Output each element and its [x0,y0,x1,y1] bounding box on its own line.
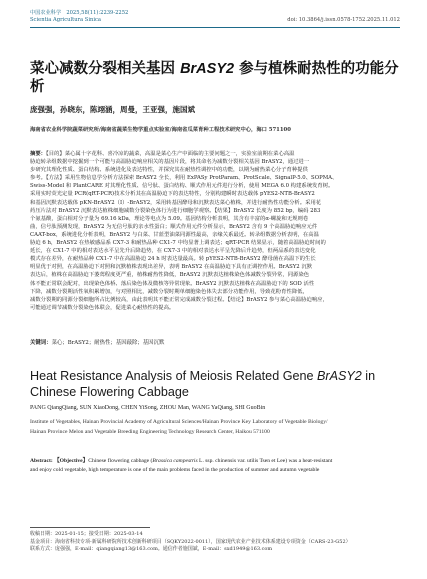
authors-en: PANG QiangQiang, SUN XiaoDong, CHEN YiSong, ZHOU Man, WANG YaQiang, SHI GuoBin [30,405,266,411]
abstract-en-line: and enjoy cold vegetable, high temperature is one of the main problems faced in the production of summer and autumn vegetable [30,467,320,474]
abstract-cn-line: 减数分裂期的同源分裂细胞所占比例较高，由此表明其不能正常完成减数分裂过程。【结论】BrASY2 参与菜心高温胁迫响应， [30,296,328,303]
abstract-cn-line: 可能通过调节减数分裂染色体联会，促进菜心耐热性的提高。 [30,304,175,311]
abstract-cn-line: 表达后，植株在高温胁迫下萎蔫程度更严重，植株耐热性降低，BrASY2 沉默表达植株染色体减数分裂异常，同源染色 [30,272,310,279]
abstract-cn-line: 采用实时荧光定量 PCR(qRT-PCR)技术分析其在高温胁迫下的表达特性，分别构建瞬时表达载体 pYES2-NTB-BrASY2 [30,191,315,198]
authors-cn: 庞强强，孙晓东，陈翊涵，周曼，王亚强，施国斌 [30,105,195,114]
funding-note: 基金项目：海南省科技专项-新属科研院所技术创新科研项目（SQKY2022-0011），国家现代农业产业技术体系建设专项资金（CARS-23-G52） [30,538,351,545]
affiliation-en-line: Hainan Province Melon and Vegetable Breeding Engineering Technology Research Center, Haikou 571100 [30,428,270,435]
abstract-cn-line: 曲，信号肽预测发现，BrASY2 为无信号肽的亲水性蛋白；顺式作用元件分析显示，BrASY2 含有 9 个高温胁迫响应元件 [30,223,318,230]
title-cn-prefix: 菜心减数分裂相关基因 [30,60,181,77]
journal-name-en: Scientia Agricultura Sinica [30,17,101,23]
abstract-cn-line: 胁迫转录组数据中挖掘到一个可能与高温胁迫响应相关的基因片段，将其命名为减数分裂相关基因 BrASY2，通过进一 [30,159,310,166]
affiliation-en-line: Institute of Vegetables, Hainan Provincial Academy of Agricultural Sciences/Hainan Province Key Laboratory of Vegetable Biology/ [30,419,328,425]
title-cn [30,60,400,96]
abstract-en-heading: Abstract: 【Objective】 [30,458,89,464]
keywords-cn [30,338,400,346]
abstract-cn-line: 步研究其理化性质、蛋白结构、系统进化及表达特性，并探究其在耐热性调控中的功能，以期为耐热菜心分子育种提供 [30,167,308,174]
abstract-en [30,457,400,475]
paper-page [30,0,400,579]
abstract-cn-line: 药压片法对 BrASY2 沉默表达植株细胞减数分裂染色体行为进行细胞学观察。【结果】BrASY2 长度为 852 bp，编码 283 [30,207,321,214]
abstract-cn-line: 参考。【方法】采用生物信息学分析方法探索 BrASY2 全长，利用 ExPASy ProtParam、ProtScale、SignalP-5.0、SOPMA、 [30,175,338,182]
abstract-en-text: Chinese flowering cabbage ( [88,458,153,464]
received-date: 收稿日期：2025-01-15；接受日期：2025-03-14 [30,531,143,537]
abstract-cn-line: 胁迫 6 h，BrASY2 在热敏感品系 CX7-3 和耐热品种 CX1-7 中均显著上调表达；qRT-PCR 结果显示，随着高温胁迫时间的 [30,240,326,247]
abstract-cn [30,150,400,312]
affiliation-cn: 海南省农业科学院蔬菜研究所/海南省蔬菜生物学重点实验室/海南省瓜菜育种工程技术研究中心，海口 571100 [30,127,291,133]
abstract-cn-line: 个氨基酸，蛋白相对分子量为 69.16 kDa，理论等电点为 5.09。基因结构分析表明，其含有丰富的α-螺旋和无规则卷 [30,215,309,222]
footer-rule [30,527,150,528]
doi-text: doi: 10.3864/j.issn.0578-1752.2025.11.012 [287,17,400,23]
keywords-cn-heading: 关键词： [30,340,52,346]
abstract-cn-line: 体不能正常联会配对，出现染色体桥、落后染色体及微核等异常现象。BrASY2 沉默表达植株在高温胁迫下的 SOD 活性 [30,280,315,287]
journal-name-cn: 中国农业科学 2025,58(11):2239-2252 [30,10,129,16]
abstract-cn-line: 和基因沉默表达载体 pKN-BrASY2（I）-BrASY2，采用转基因酵母和沉默表达菜心植株，并进行耐热性功能分析。采用花 [30,199,322,206]
footer-notes [30,531,400,554]
abstract-cn-line: 模式存在差异，在耐热品种 CX1-7 中在高温胁迫 24 h 时表达量最高。转 pYES2-NTB-BrASY2 酵母菌在高温下的生长 [30,256,316,263]
affiliation-en [30,418,400,437]
title-en [30,368,400,400]
title-en-suffix: in Chinese Flowering Cabbage [30,369,376,399]
title-en-gene: BrASY2 [317,369,362,383]
masthead-rule [30,27,400,28]
abstract-cn-line: 明显优于对照，在高温胁迫下对照和沉默植株表现出差异，表明 BrASY2 在高温胁迫下具有正调控作用。BrASY2 沉默 [30,264,313,271]
keywords-cn-text: 菜心；BrASY2；耐热性；基因敲除；基因沉默 [51,340,165,346]
abstract-cn-line: 【目的】菜心属十字花科、喜冷凉的蔬菜，高温是菜心生产中面临的主要问题之一，实验室前期在菜心高温 [46,151,295,157]
abstract-cn-line: 延长，在 CX1-7 中的相对表达水平呈先升后降趋势，在 CX7-3 中的相对表达水平呈先降后升趋势，但两品系的表达变化 [30,248,316,255]
abstract-cn-line: Swiss-Model 和 PlantCARE 对其理化性质、信号肽、蛋白结构、顺式作用元件进行分析，使用 MEGA 6.0 构建系统发育树。 [30,183,334,190]
abstract-cn-line: CAAT-box，系统进化分析表明，BrASY2 与白菜、甘蓝型油菜同源性最高，亲缘关系最近。转录组数据分析表明，在高温 [30,231,319,238]
title-en-prefix: Heat Resistance Analysis of Meiosis Related Gene [30,369,317,383]
title-cn-gene: BrASY2 [180,61,235,77]
contact-info: 联系方式：庞强强，E-mail：qiangqiang13@163.com。通信作者施国斌，E-mail：sxd1949@163.com [30,546,273,553]
abstract-en-text: L. ssp. chinensis var. utilis Tsen et Lee) was a heat-resistant [197,458,333,464]
title-cn-suffix: 参与植株耐热性的功能分析 [30,60,399,95]
abstract-cn-line: 下降，减数分裂期活性氧积累增加，与对照相比，减数分裂时期单细胞染色体失去部分功能作用，导致花粉育性降低， [30,288,308,295]
abstract-en-species: Brassica campestris [152,458,198,464]
abstract-cn-heading: 摘要： [30,151,47,157]
